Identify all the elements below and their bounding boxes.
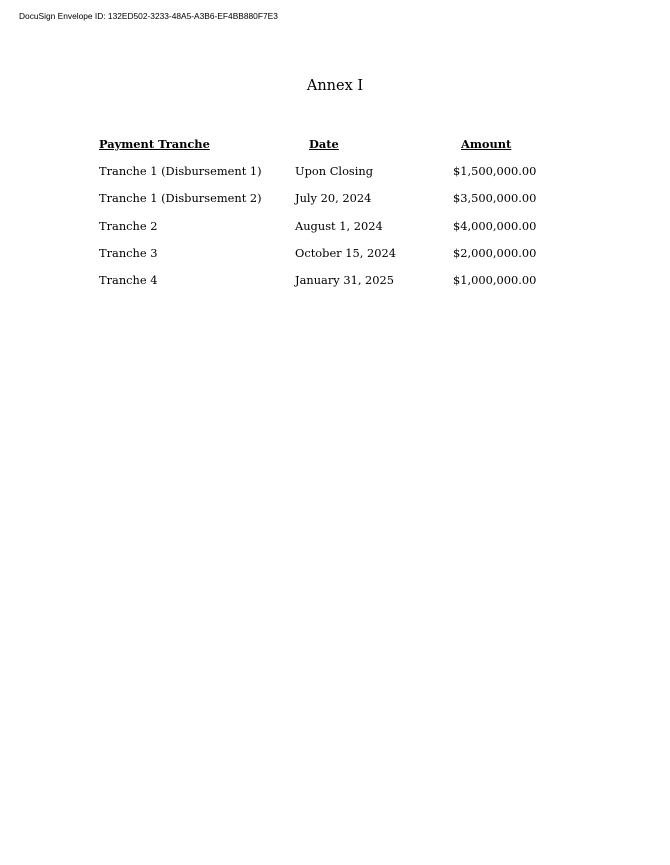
tranche-cell: Tranche 4 <box>99 272 158 287</box>
column-header-amount: Amount <box>461 137 512 151</box>
payment-tranche-table <box>99 137 539 300</box>
date-cell: Upon Closing <box>295 164 374 179</box>
annex-title: Annex I <box>306 78 364 94</box>
table-header-row <box>99 137 539 164</box>
amount-cell: $4,000,000.00 <box>453 218 537 233</box>
table-row <box>99 273 539 300</box>
date-cell: January 31, 2025 <box>295 272 395 287</box>
date-cell: October 15, 2024 <box>295 245 396 260</box>
amount-cell: $1,000,000.00 <box>453 272 537 287</box>
amount-cell: $1,500,000.00 <box>453 164 537 179</box>
tranche-cell: Tranche 1 (Disbursement 1) <box>99 164 262 179</box>
table-row <box>99 164 539 191</box>
table-row <box>99 219 539 246</box>
amount-cell: $3,500,000.00 <box>453 191 537 206</box>
tranche-cell: Tranche 3 <box>99 245 158 260</box>
amount-cell: $2,000,000.00 <box>453 245 537 260</box>
column-header-payment-tranche: Payment Tranche <box>99 137 210 151</box>
docusign-envelope-id: DocuSign Envelope ID: 132ED502-3233-48A5-A3B6-EF4BB880F7E3 <box>19 11 278 21</box>
date-cell: August 1, 2024 <box>295 218 383 233</box>
date-cell: July 20, 2024 <box>295 191 372 206</box>
tranche-cell: Tranche 2 <box>99 218 158 233</box>
tranche-cell: Tranche 1 (Disbursement 2) <box>99 191 262 206</box>
table-row <box>99 246 539 273</box>
table-row <box>99 191 539 218</box>
column-header-date: Date <box>309 137 339 151</box>
